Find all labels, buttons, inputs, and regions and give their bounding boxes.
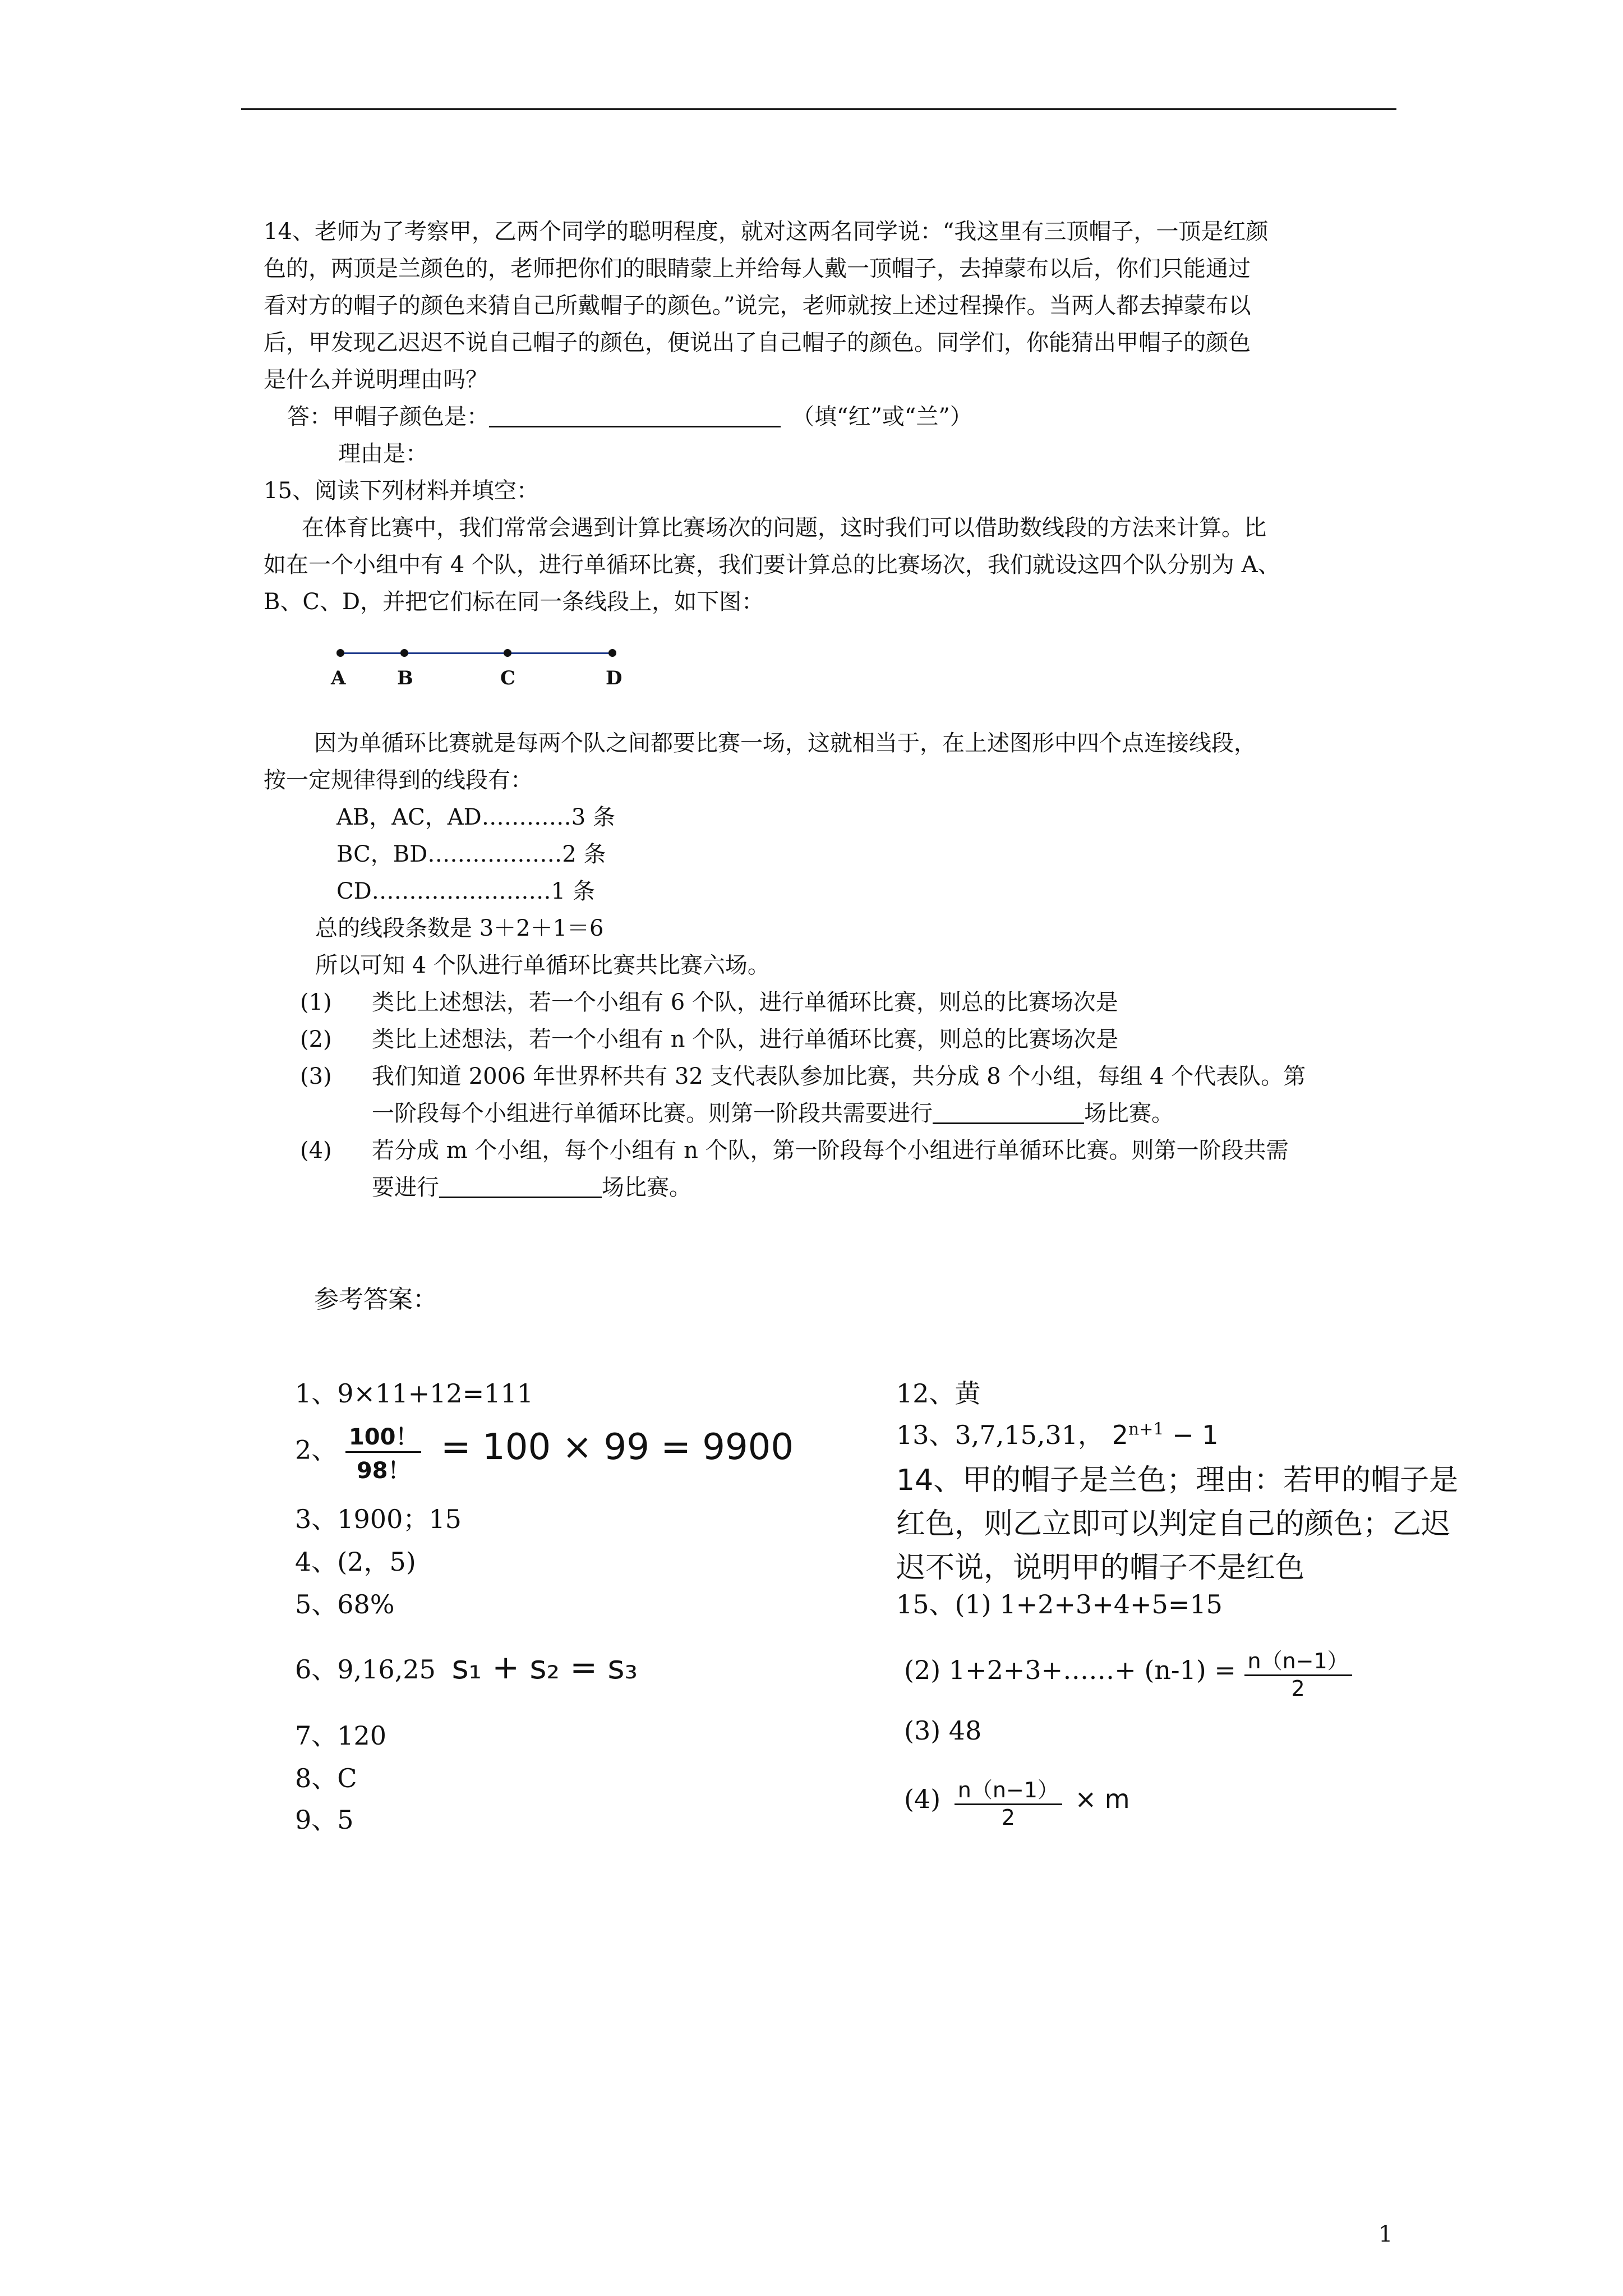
answer-6 [295, 1648, 638, 1686]
fraction-denominator: 2 [1001, 1805, 1015, 1830]
answer-2-fraction [345, 1419, 422, 1485]
q15-sub-text: 我们知道 2006 年世界杯共有 32 支代表队参加比赛，共分成 8 个小组，每组 4 个代表队。第 [372, 1064, 1306, 1089]
q14-block [264, 213, 1268, 398]
q14-answer-hint: （填“红”或“兰”） [792, 404, 972, 430]
point-label-c: C [500, 667, 516, 689]
answer-12: 12、黄 [896, 1378, 981, 1409]
q15-sub-1 [300, 984, 1306, 1021]
q14-line: 看对方的帽子的颜色来猜自己所戴帽子的颜色。”说完，老师就按上述过程操作。当两人都去掉蒙布以 [264, 293, 1251, 319]
q15-explain-line: 因为单循环比赛就是每两个队之间都要比赛一场，这就相当于，在上述图形中四个点连接线段， [314, 730, 1256, 756]
q15-sub-text: 若分成 m 个小组，每个小组有 n 个队，第一阶段每个小组进行单循环比赛。则第一阶段共需 [372, 1138, 1289, 1163]
answer-15-4-suffix: × m [1075, 1784, 1130, 1814]
answer-2 [295, 1419, 794, 1485]
fraction-numerator: n（n−1） [1244, 1644, 1352, 1676]
point-label-b: B [397, 667, 413, 689]
q15-sub-text: 一阶段每个小组进行单循环比赛。则第一阶段共需要进行 [372, 1101, 933, 1126]
answer-2-result: = 100 × 99 = 9900 [441, 1426, 794, 1468]
answer-8: 8、C [295, 1763, 357, 1793]
answer-1: 1、9×11+12=111 [295, 1378, 534, 1409]
q14-line: 是什么并说明理由吗？ [264, 367, 488, 393]
page-number: 1 [1378, 2221, 1393, 2247]
segment-list-item: BC，BD………………2 条 [336, 841, 606, 867]
q15-sub-tail: 场比赛。 [602, 1175, 691, 1200]
q15-sub-text: 要进行 [372, 1175, 439, 1200]
answer-15-4-fraction [955, 1773, 1062, 1830]
q15-sub-tail: 场比赛。 [1084, 1101, 1174, 1126]
q14-line: 14、老师为了考察甲，乙两个同学的聪明程度，就对这两名同学说：“我这里有三顶帽子，一顶是红颜 [264, 219, 1269, 245]
q15-explain-line: 按一定规律得到的线段有： [264, 767, 533, 793]
answer-13-prefix: 13、3,7,15,31， [896, 1420, 1104, 1450]
point-c [504, 649, 511, 657]
answer-7: 7、120 [295, 1720, 387, 1751]
point-d [608, 649, 616, 657]
answer-3: 3、1900；15 [295, 1504, 462, 1534]
answer-14-line: 迟不说，说明甲的帽子不是红色 [896, 1551, 1305, 1585]
answer-15-2-prefix: (2) 1+2+3+……+ (n-1) = [904, 1655, 1236, 1685]
answer-14-line: 14、甲的帽子是兰色；理由：若甲的帽子是 [896, 1464, 1459, 1497]
q15-sub-3-cont [300, 1095, 1306, 1132]
answer-15-4 [904, 1773, 1130, 1830]
answer-13-base: 2 [1112, 1420, 1128, 1450]
fraction-denominator: 98！ [356, 1458, 411, 1484]
q15-explain [264, 725, 1256, 799]
answer-15-4-prefix: (4) [904, 1784, 941, 1814]
q14-reason-label: 理由是： [338, 441, 428, 467]
answer-14 [896, 1458, 1458, 1590]
q15-sub-num: (1) [300, 990, 332, 1015]
q15-subquestions [300, 984, 1306, 1206]
fraction-denominator: 2 [1291, 1676, 1305, 1701]
q15-sub-3 [300, 1058, 1306, 1095]
q14-answer-label: 答：甲帽子颜色是： [287, 404, 489, 430]
point-b [400, 649, 408, 657]
q15-sub-text: 类比上述想法，若一个小组有 n 个队，进行单循环比赛，则总的比赛场次是 [372, 1027, 1119, 1052]
point-label-d: D [606, 667, 623, 689]
answer-9: 9、5 [295, 1805, 354, 1835]
q15-sub4-blank[interactable] [439, 1174, 602, 1198]
q15-sub-text: 类比上述想法，若一个小组有 6 个队，进行单循环比赛，则总的比赛场次是 [372, 990, 1118, 1015]
q15-sub-num: (4) [300, 1138, 332, 1163]
q15-intro-line: B、C、D，并把它们标在同一条线段上，如下图： [264, 589, 764, 615]
q15-intro [264, 509, 1280, 620]
answer-13 [896, 1415, 1219, 1452]
answer-2-prefix: 2、 [295, 1434, 338, 1465]
q14-line: 后，甲发现乙迟迟不说自己帽子的颜色，便说出了自己帽子的颜色。同学们，你能猜出甲帽子的颜色 [264, 330, 1251, 356]
answer-15-2 [904, 1644, 1352, 1701]
q14-line: 色的，两顶是兰颜色的，老师把你们的眼睛蒙上并给每人戴一顶帽子，去掉蒙布以后，你们只能通过 [264, 256, 1251, 282]
answer-15-2-fraction [1244, 1644, 1352, 1701]
q15-sub-4 [300, 1132, 1306, 1169]
q15-intro-line: 在体育比赛中，我们常常会遇到计算比赛场次的问题，这时我们可以借助数线段的方法来计算。比 [302, 515, 1266, 541]
fraction-numerator: 100！ [345, 1419, 422, 1453]
answer-15-1: 15、(1) 1+2+3+4+5=15 [896, 1589, 1223, 1619]
header-rule [241, 108, 1396, 110]
answer-6-prefix: 6、9,16,25 [295, 1654, 436, 1685]
q14-answer-line [287, 398, 972, 435]
segment-diagram [241, 631, 645, 698]
q15-total: 总的线段条数是 3＋2＋1＝6 [315, 915, 604, 941]
q15-sub-num: (2) [300, 1027, 332, 1052]
q15-sub-num: (3) [300, 1064, 332, 1089]
answer-13-exponent: n+1 [1128, 1419, 1164, 1439]
answer-4: 4、(2，5) [295, 1547, 416, 1577]
point-label-a: A [331, 667, 346, 689]
q15-title: 15、阅读下列材料并填空： [264, 478, 539, 504]
point-a [336, 649, 344, 657]
answer-5: 5、68% [295, 1589, 395, 1619]
q15-sub3-blank[interactable] [933, 1100, 1084, 1124]
q14-answer-blank[interactable] [489, 403, 781, 427]
fraction-numerator: n（n−1） [955, 1773, 1062, 1805]
segment-list-item: AB，AC，AD…………3 条 [336, 804, 615, 830]
q15-sub-2 [300, 1021, 1306, 1058]
q15-conclusion: 所以可知 4 个队进行单循环比赛共比赛六场。 [315, 953, 770, 978]
segment-list [336, 799, 615, 910]
answer-13-tail: − 1 [1164, 1420, 1219, 1450]
answers-title: 参考答案： [314, 1285, 437, 1314]
segment-list-item: CD……………………1 条 [336, 878, 595, 904]
answer-14-line: 红色，则乙立即可以判定自己的颜色；乙迟 [896, 1507, 1451, 1541]
answer-6-formula: s₁ + s₂ = s₃ [451, 1648, 638, 1686]
segment-line [340, 652, 612, 654]
answer-15-3: (3) 48 [904, 1715, 982, 1746]
q15-sub-4-cont [300, 1169, 1306, 1206]
q15-intro-line: 如在一个小组中有 4 个队，进行单循环比赛，我们要计算总的比赛场次，我们就设这四个队分别为 A、 [264, 552, 1280, 578]
q15-summary [315, 910, 770, 984]
